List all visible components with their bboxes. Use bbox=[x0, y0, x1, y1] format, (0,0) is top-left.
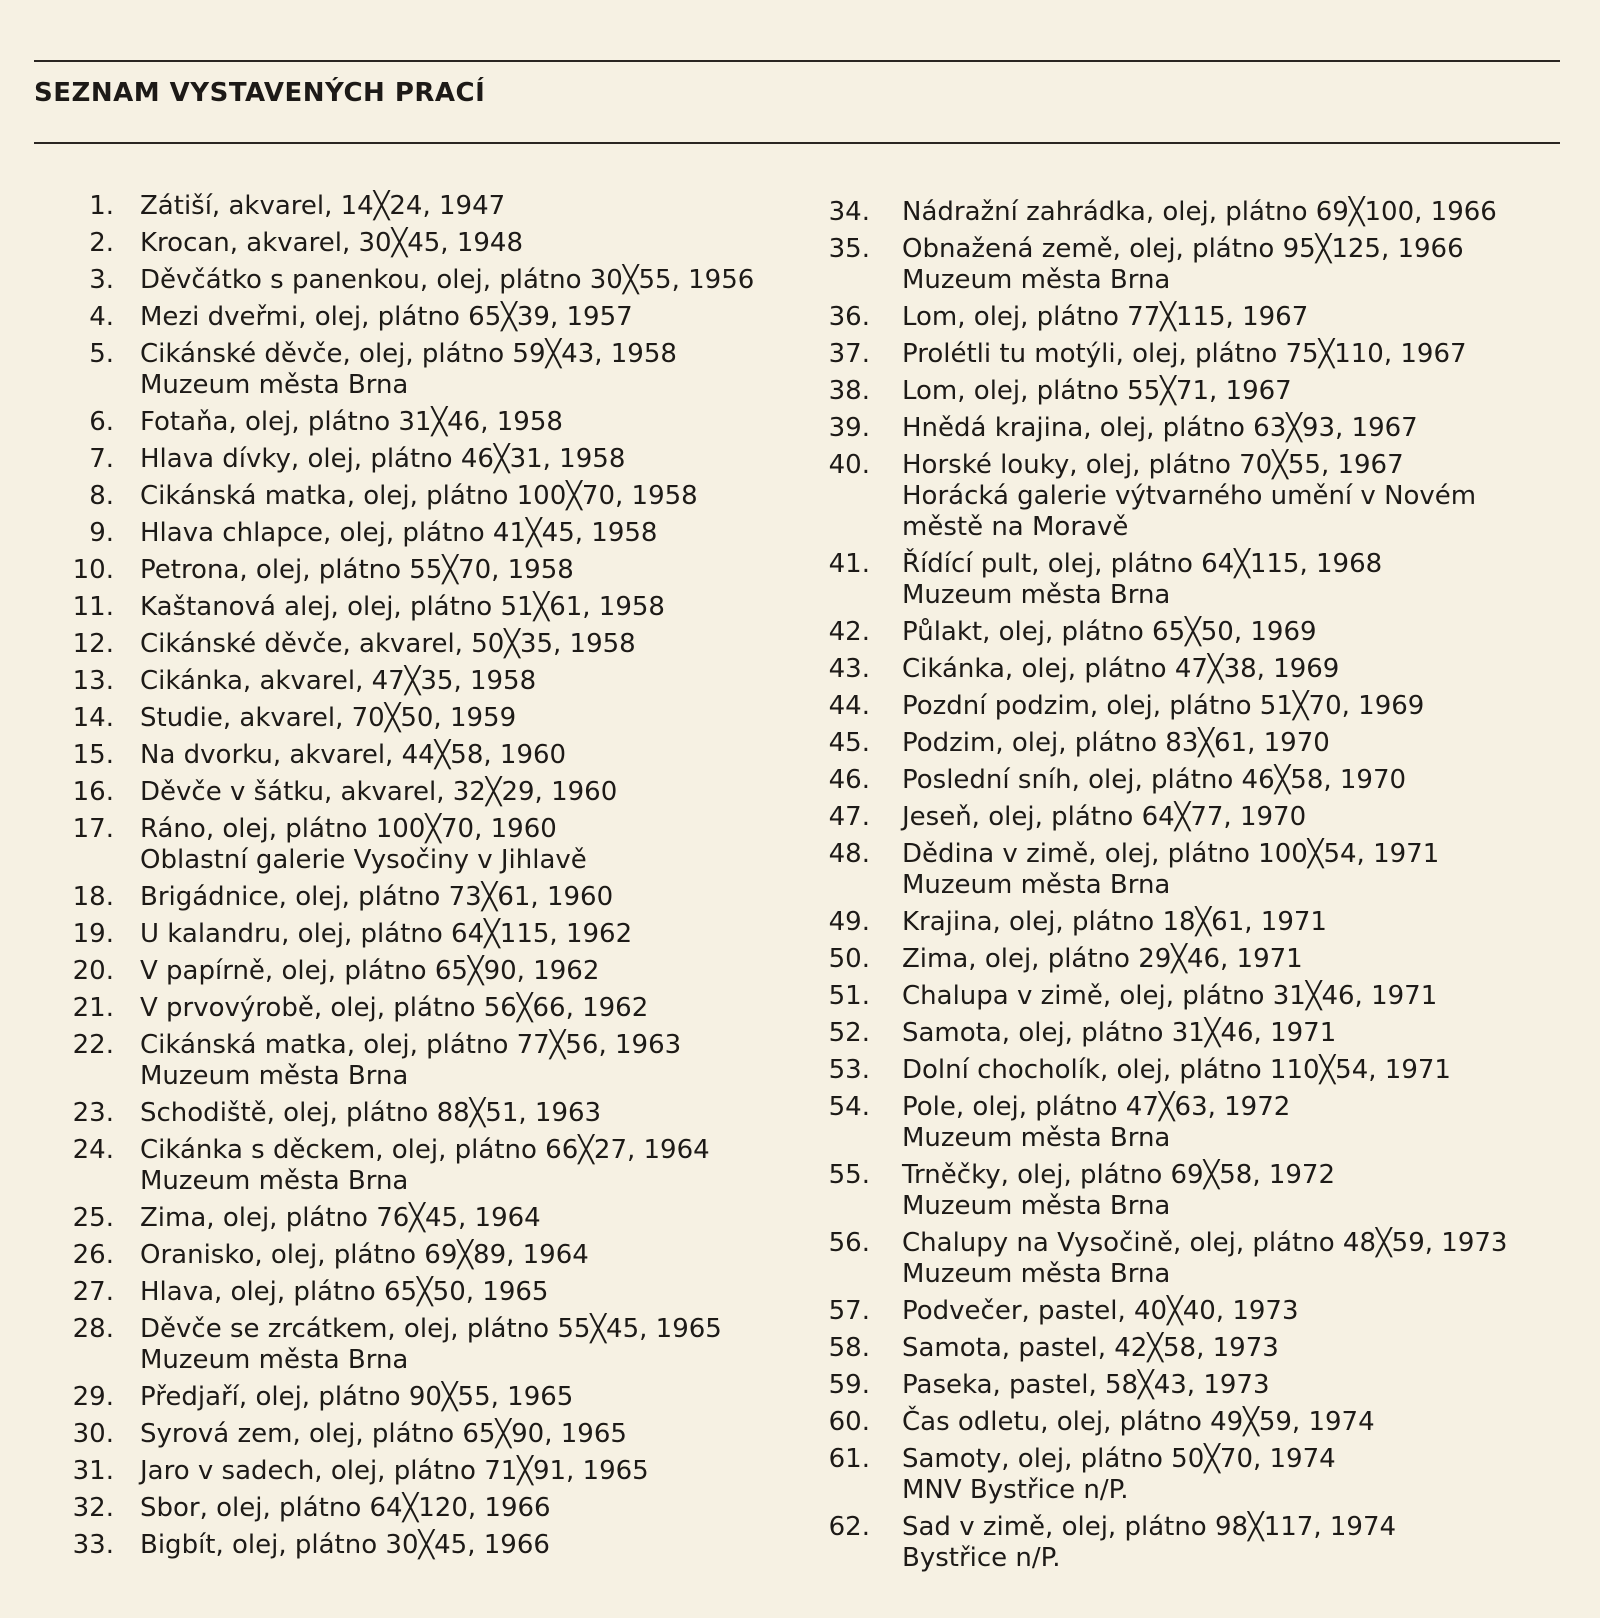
list-item bbox=[810, 762, 1570, 799]
work-description: Cikánka, olej, plátno 47╳38, 1969 bbox=[902, 654, 1340, 684]
list-item bbox=[810, 1330, 1570, 1367]
item-text bbox=[140, 737, 794, 774]
item-number: 48. bbox=[828, 839, 870, 869]
work-description: Na dvorku, akvarel, 44╳58, 1960 bbox=[140, 740, 567, 770]
work-description: Krocan, akvarel, 30╳45, 1948 bbox=[140, 228, 524, 258]
item-text bbox=[902, 373, 1570, 410]
item-number: 34. bbox=[828, 197, 870, 227]
work-description: Samota, pastel, 42╳58, 1973 bbox=[902, 1333, 1279, 1363]
list-item bbox=[34, 700, 794, 737]
list-item bbox=[810, 336, 1570, 373]
list-item bbox=[810, 299, 1570, 336]
work-description: Jeseň, olej, plátno 64╳77, 1970 bbox=[902, 802, 1307, 832]
collection-owner-continued: městě na Moravě bbox=[902, 512, 1129, 542]
item-number: 9. bbox=[89, 518, 114, 548]
work-description: Čas odletu, olej, plátno 49╳59, 1974 bbox=[902, 1407, 1375, 1437]
work-description: Lom, olej, plátno 55╳71, 1967 bbox=[902, 376, 1292, 406]
list-item bbox=[810, 836, 1570, 904]
item-number: 36. bbox=[828, 302, 870, 332]
item-number: 52. bbox=[828, 1018, 870, 1048]
work-description: Zima, olej, plátno 29╳46, 1971 bbox=[902, 944, 1303, 974]
top-rule bbox=[34, 60, 1560, 62]
item-text bbox=[902, 1404, 1570, 1441]
list-item bbox=[34, 1200, 794, 1237]
item-number: 49. bbox=[828, 907, 870, 937]
work-description: Dolní chocholík, olej, plátno 110╳54, 1971 bbox=[902, 1055, 1451, 1085]
item-text bbox=[140, 262, 794, 299]
list-item bbox=[810, 373, 1570, 410]
work-description: Cikánská matka, olej, plátno 77╳56, 1963 bbox=[140, 1030, 682, 1060]
collection-owner: Muzeum města Brna bbox=[140, 1061, 409, 1091]
work-description: Hlava, olej, plátno 65╳50, 1965 bbox=[140, 1277, 549, 1307]
work-description: Horské louky, olej, plátno 70╳55, 1967 bbox=[902, 450, 1404, 480]
list-item bbox=[810, 1225, 1570, 1293]
list-item bbox=[34, 1379, 794, 1416]
item-text bbox=[902, 978, 1570, 1015]
work-description: Lom, olej, plátno 77╳115, 1967 bbox=[902, 302, 1309, 332]
list-item bbox=[34, 1453, 794, 1490]
list-item bbox=[810, 1052, 1570, 1089]
work-description: Trněčky, olej, plátno 69╳58, 1972 bbox=[902, 1160, 1336, 1190]
list-item bbox=[810, 1441, 1570, 1509]
list-item bbox=[810, 651, 1570, 688]
item-number: 47. bbox=[828, 802, 870, 832]
collection-owner: Muzeum města Brna bbox=[902, 870, 1171, 900]
list-item bbox=[34, 916, 794, 953]
list-item bbox=[810, 1509, 1570, 1577]
work-description: Cikánka, akvarel, 47╳35, 1958 bbox=[140, 666, 537, 696]
item-number: 58. bbox=[828, 1333, 870, 1363]
item-number: 55. bbox=[828, 1160, 870, 1190]
work-description: Chalupy na Vysočině, olej, plátno 48╳59, 1973 bbox=[902, 1228, 1508, 1258]
item-number: 10. bbox=[72, 555, 114, 585]
collection-owner: Muzeum města Brna bbox=[902, 580, 1171, 610]
work-description: Poslední sníh, olej, plátno 46╳58, 1970 bbox=[902, 765, 1407, 795]
collection-owner: MNV Bystřice n/P. bbox=[902, 1475, 1129, 1505]
collection-owner: Muzeum města Brna bbox=[902, 1259, 1171, 1289]
list-item bbox=[34, 299, 794, 336]
item-number: 26. bbox=[72, 1240, 114, 1270]
item-number: 8. bbox=[89, 481, 114, 511]
item-text bbox=[140, 811, 794, 879]
work-description: Bigbít, olej, plátno 30╳45, 1966 bbox=[140, 1530, 550, 1560]
item-text bbox=[902, 651, 1570, 688]
item-text bbox=[140, 1132, 794, 1200]
item-text bbox=[140, 663, 794, 700]
collection-owner: Muzeum města Brna bbox=[140, 1345, 409, 1375]
item-text bbox=[902, 614, 1570, 651]
list-item bbox=[34, 188, 794, 225]
item-text bbox=[140, 1027, 794, 1095]
item-number: 28. bbox=[72, 1314, 114, 1344]
item-number: 33. bbox=[72, 1530, 114, 1560]
list-item bbox=[810, 231, 1570, 299]
item-number: 31. bbox=[72, 1456, 114, 1486]
work-description: Brigádnice, olej, plátno 73╳61, 1960 bbox=[140, 882, 614, 912]
list-item bbox=[810, 978, 1570, 1015]
item-text bbox=[140, 879, 794, 916]
item-number: 16. bbox=[72, 777, 114, 807]
work-description: Studie, akvarel, 70╳50, 1959 bbox=[140, 703, 517, 733]
item-number: 41. bbox=[828, 549, 870, 579]
page-title: SEZNAM VYSTAVENÝCH PRACÍ bbox=[34, 78, 486, 108]
item-number: 44. bbox=[828, 691, 870, 721]
item-number: 15. bbox=[72, 740, 114, 770]
collection-owner: Oblastní galerie Vysočiny v Jihlavě bbox=[140, 845, 587, 875]
list-item bbox=[34, 336, 794, 404]
work-description: Cikánská matka, olej, plátno 100╳70, 1958 bbox=[140, 481, 698, 511]
list-item bbox=[810, 447, 1570, 546]
item-number: 60. bbox=[828, 1407, 870, 1437]
list-item bbox=[810, 1089, 1570, 1157]
list-item bbox=[810, 614, 1570, 651]
work-description: Schodiště, olej, plátno 88╳51, 1963 bbox=[140, 1098, 602, 1128]
list-item bbox=[34, 811, 794, 879]
item-number: 18. bbox=[72, 882, 114, 912]
item-text bbox=[140, 188, 794, 225]
work-description: Samota, olej, plátno 31╳46, 1971 bbox=[902, 1018, 1337, 1048]
item-text bbox=[140, 404, 794, 441]
item-number: 46. bbox=[828, 765, 870, 795]
work-description: Obnažená země, olej, plátno 95╳125, 1966 bbox=[902, 234, 1464, 264]
work-description: Hnědá krajina, olej, plátno 63╳93, 1967 bbox=[902, 413, 1418, 443]
work-description: Prolétli tu motýli, olej, plátno 75╳110, 1967 bbox=[902, 339, 1467, 369]
item-text bbox=[140, 225, 794, 262]
item-text bbox=[902, 762, 1570, 799]
item-text bbox=[140, 1237, 794, 1274]
item-text bbox=[902, 1293, 1570, 1330]
work-description: Samoty, olej, plátno 50╳70, 1974 bbox=[902, 1444, 1336, 1474]
list-item bbox=[810, 410, 1570, 447]
work-description: Ráno, olej, plátno 100╳70, 1960 bbox=[140, 814, 557, 844]
item-text bbox=[902, 725, 1570, 762]
works-list-left-column bbox=[34, 188, 794, 1564]
item-number: 7. bbox=[89, 444, 114, 474]
list-item bbox=[34, 1095, 794, 1132]
list-item bbox=[34, 626, 794, 663]
work-description: Cikánské děvče, akvarel, 50╳35, 1958 bbox=[140, 629, 636, 659]
item-number: 53. bbox=[828, 1055, 870, 1085]
item-number: 22. bbox=[72, 1030, 114, 1060]
work-description: Syrová zem, olej, plátno 65╳90, 1965 bbox=[140, 1419, 627, 1449]
item-number: 12. bbox=[72, 629, 114, 659]
item-text bbox=[902, 447, 1570, 546]
item-text bbox=[140, 1200, 794, 1237]
work-description: Půlakt, olej, plátno 65╳50, 1969 bbox=[902, 617, 1317, 647]
item-number: 11. bbox=[72, 592, 114, 622]
work-description: Jaro v sadech, olej, plátno 71╳91, 1965 bbox=[140, 1456, 649, 1486]
list-item bbox=[810, 725, 1570, 762]
item-number: 56. bbox=[828, 1228, 870, 1258]
work-description: Pole, olej, plátno 47╳63, 1972 bbox=[902, 1092, 1291, 1122]
item-number: 57. bbox=[828, 1296, 870, 1326]
item-text bbox=[902, 231, 1570, 299]
item-text bbox=[902, 1509, 1570, 1577]
item-text bbox=[140, 1527, 794, 1564]
list-item bbox=[810, 904, 1570, 941]
work-description: Nádražní zahrádka, olej, plátno 69╳100, 1966 bbox=[902, 197, 1497, 227]
work-description: Děvčátko s panenkou, olej, plátno 30╳55, 1956 bbox=[140, 265, 755, 295]
list-item bbox=[810, 1293, 1570, 1330]
item-number: 1. bbox=[89, 191, 114, 221]
work-description: U kalandru, olej, plátno 64╳115, 1962 bbox=[140, 919, 633, 949]
item-text bbox=[140, 990, 794, 1027]
list-item bbox=[810, 941, 1570, 978]
item-number: 20. bbox=[72, 956, 114, 986]
item-number: 54. bbox=[828, 1092, 870, 1122]
list-item bbox=[810, 799, 1570, 836]
item-number: 6. bbox=[89, 407, 114, 437]
title-underline-rule bbox=[34, 142, 1560, 144]
list-item bbox=[34, 1237, 794, 1274]
work-description: Petrona, olej, plátno 55╳70, 1958 bbox=[140, 555, 574, 585]
list-item bbox=[810, 1015, 1570, 1052]
item-text bbox=[902, 1441, 1570, 1509]
item-number: 14. bbox=[72, 703, 114, 733]
item-text bbox=[902, 1157, 1570, 1225]
item-text bbox=[902, 836, 1570, 904]
list-item bbox=[810, 1404, 1570, 1441]
item-text bbox=[902, 941, 1570, 978]
work-description: V prvovýrobě, olej, plátno 56╳66, 1962 bbox=[140, 993, 649, 1023]
item-text bbox=[902, 904, 1570, 941]
work-description: Paseka, pastel, 58╳43, 1973 bbox=[902, 1370, 1270, 1400]
collection-owner: Horácká galerie výtvarného umění v Novém bbox=[902, 481, 1477, 511]
item-text bbox=[140, 1490, 794, 1527]
item-text bbox=[140, 552, 794, 589]
item-text bbox=[902, 1367, 1570, 1404]
work-description: Chalupa v zimě, olej, plátno 31╳46, 1971 bbox=[902, 981, 1438, 1011]
item-text bbox=[902, 1052, 1570, 1089]
work-description: Řídící pult, olej, plátno 64╳115, 1968 bbox=[902, 549, 1383, 579]
item-text bbox=[902, 194, 1570, 231]
item-text bbox=[140, 1453, 794, 1490]
item-text bbox=[902, 688, 1570, 725]
item-text bbox=[140, 1095, 794, 1132]
work-description: Oranisko, olej, plátno 69╳89, 1964 bbox=[140, 1240, 589, 1270]
list-item bbox=[34, 515, 794, 552]
list-item bbox=[34, 1311, 794, 1379]
list-item bbox=[34, 953, 794, 990]
item-number: 62. bbox=[828, 1512, 870, 1542]
item-number: 3. bbox=[89, 265, 114, 295]
work-description: Krajina, olej, plátno 18╳61, 1971 bbox=[902, 907, 1327, 937]
work-description: Zátiší, akvarel, 14╳24, 1947 bbox=[140, 191, 506, 221]
list-item bbox=[34, 589, 794, 626]
list-item bbox=[810, 688, 1570, 725]
item-number: 2. bbox=[89, 228, 114, 258]
item-text bbox=[140, 441, 794, 478]
item-number: 24. bbox=[72, 1135, 114, 1165]
work-description: Předjaří, olej, plátno 90╳55, 1965 bbox=[140, 1382, 574, 1412]
item-number: 13. bbox=[72, 666, 114, 696]
list-item bbox=[34, 225, 794, 262]
item-number: 32. bbox=[72, 1493, 114, 1523]
item-text bbox=[140, 953, 794, 990]
work-description: Děvče se zrcátkem, olej, plátno 55╳45, 1965 bbox=[140, 1314, 722, 1344]
work-description: Cikánka s děckem, olej, plátno 66╳27, 1964 bbox=[140, 1135, 710, 1165]
work-description: Podzim, olej, plátno 83╳61, 1970 bbox=[902, 728, 1330, 758]
list-item bbox=[34, 879, 794, 916]
work-description: Sbor, olej, plátno 64╳120, 1966 bbox=[140, 1493, 551, 1523]
item-number: 5. bbox=[89, 339, 114, 369]
list-item bbox=[34, 1416, 794, 1453]
list-item bbox=[34, 1027, 794, 1095]
list-item bbox=[810, 1157, 1570, 1225]
item-number: 38. bbox=[828, 376, 870, 406]
item-text bbox=[140, 626, 794, 663]
item-text bbox=[140, 589, 794, 626]
item-number: 42. bbox=[828, 617, 870, 647]
collection-owner: Muzeum města Brna bbox=[902, 1123, 1171, 1153]
item-text bbox=[902, 299, 1570, 336]
list-item bbox=[34, 990, 794, 1027]
list-item bbox=[34, 262, 794, 299]
item-text bbox=[140, 478, 794, 515]
list-item bbox=[34, 1490, 794, 1527]
item-number: 61. bbox=[828, 1444, 870, 1474]
item-text bbox=[902, 336, 1570, 373]
item-text bbox=[902, 1015, 1570, 1052]
work-description: Hlava chlapce, olej, plátno 41╳45, 1958 bbox=[140, 518, 658, 548]
item-number: 50. bbox=[828, 944, 870, 974]
item-number: 29. bbox=[72, 1382, 114, 1412]
list-item bbox=[810, 194, 1570, 231]
collection-owner: Muzeum města Brna bbox=[140, 1166, 409, 1196]
work-description: Kaštanová alej, olej, plátno 51╳61, 1958 bbox=[140, 592, 665, 622]
list-item bbox=[34, 1274, 794, 1311]
item-text bbox=[902, 1330, 1570, 1367]
collection-owner: Muzeum města Brna bbox=[140, 370, 409, 400]
item-text bbox=[902, 546, 1570, 614]
item-number: 21. bbox=[72, 993, 114, 1023]
work-description: Cikánské děvče, olej, plátno 59╳43, 1958 bbox=[140, 339, 677, 369]
item-text bbox=[140, 515, 794, 552]
item-text bbox=[140, 336, 794, 404]
list-item bbox=[810, 1367, 1570, 1404]
list-item bbox=[34, 404, 794, 441]
item-number: 17. bbox=[72, 814, 114, 844]
work-description: Zima, olej, plátno 76╳45, 1964 bbox=[140, 1203, 541, 1233]
list-item bbox=[34, 552, 794, 589]
work-description: Sad v zimě, olej, plátno 98╳117, 1974 bbox=[902, 1512, 1397, 1542]
work-description: Děvče v šátku, akvarel, 32╳29, 1960 bbox=[140, 777, 618, 807]
item-text bbox=[140, 299, 794, 336]
list-item bbox=[34, 478, 794, 515]
item-number: 59. bbox=[828, 1370, 870, 1400]
item-text bbox=[140, 916, 794, 953]
list-item bbox=[34, 737, 794, 774]
item-number: 35. bbox=[828, 234, 870, 264]
item-text bbox=[902, 799, 1570, 836]
list-item bbox=[34, 1132, 794, 1200]
work-description: Hlava dívky, olej, plátno 46╳31, 1958 bbox=[140, 444, 626, 474]
item-number: 25. bbox=[72, 1203, 114, 1233]
item-number: 37. bbox=[828, 339, 870, 369]
work-description: Mezi dveřmi, olej, plátno 65╳39, 1957 bbox=[140, 302, 633, 332]
work-description: Fotaňa, olej, plátno 31╳46, 1958 bbox=[140, 407, 563, 437]
item-number: 40. bbox=[828, 450, 870, 480]
list-item bbox=[810, 546, 1570, 614]
collection-owner: Muzeum města Brna bbox=[902, 1191, 1171, 1221]
list-item bbox=[34, 441, 794, 478]
item-text bbox=[140, 1274, 794, 1311]
collection-owner: Bystřice n/P. bbox=[902, 1543, 1061, 1573]
item-text bbox=[902, 410, 1570, 447]
item-number: 23. bbox=[72, 1098, 114, 1128]
work-description: Podvečer, pastel, 40╳40, 1973 bbox=[902, 1296, 1299, 1326]
item-number: 39. bbox=[828, 413, 870, 443]
works-list-right-column bbox=[810, 194, 1570, 1577]
item-number: 4. bbox=[89, 302, 114, 332]
work-description: V papírně, olej, plátno 65╳90, 1962 bbox=[140, 956, 600, 986]
item-text bbox=[140, 774, 794, 811]
item-text bbox=[140, 1379, 794, 1416]
item-number: 43. bbox=[828, 654, 870, 684]
work-description: Pozdní podzim, olej, plátno 51╳70, 1969 bbox=[902, 691, 1425, 721]
item-text bbox=[140, 1416, 794, 1453]
item-number: 51. bbox=[828, 981, 870, 1011]
list-item bbox=[34, 1527, 794, 1564]
list-item bbox=[34, 663, 794, 700]
item-text bbox=[140, 700, 794, 737]
collection-owner: Muzeum města Brna bbox=[902, 265, 1171, 295]
item-number: 45. bbox=[828, 728, 870, 758]
item-number: 30. bbox=[72, 1419, 114, 1449]
work-description: Dědina v zimě, olej, plátno 100╳54, 1971 bbox=[902, 839, 1440, 869]
list-item bbox=[34, 774, 794, 811]
item-text bbox=[140, 1311, 794, 1379]
item-text bbox=[902, 1225, 1570, 1293]
item-text bbox=[902, 1089, 1570, 1157]
item-number: 19. bbox=[72, 919, 114, 949]
item-number: 27. bbox=[72, 1277, 114, 1307]
